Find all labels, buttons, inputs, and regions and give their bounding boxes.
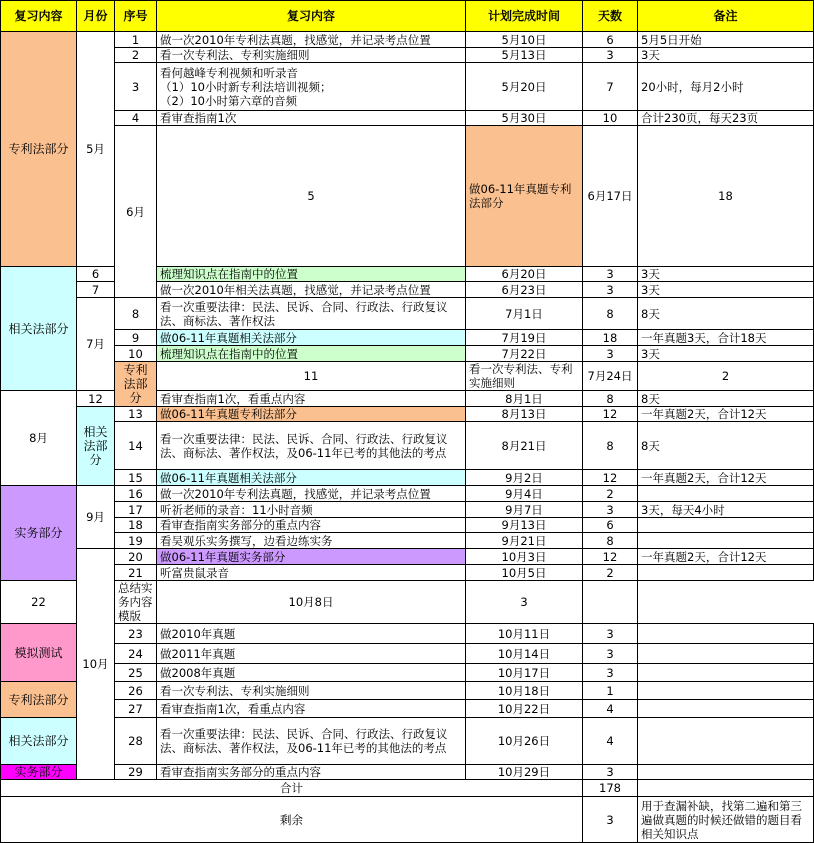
table-row [1,48,814,63]
table-row [1,581,814,624]
row-no: 13 [115,407,157,422]
header-month: 月份 [77,1,115,32]
row-note: 一年真题3天，合计18天 [638,330,814,346]
row-days: 1 [583,682,638,700]
header-no: 序号 [115,1,157,32]
row-no: 18 [115,518,157,533]
row-content: 做一次2010年相关法真题，找感觉，并记录考点位置 [157,282,466,298]
row-content: 做2010年真题 [157,624,466,644]
header-note: 备注 [638,1,814,32]
row-note: 一年真题2天，合计12天 [638,407,814,422]
row-days: 18 [638,126,814,267]
row-content: 做06-11年真题相关法部分 [157,470,466,486]
row-days: 8 [583,533,638,549]
row-content: 看审查指南实务部分的重点内容 [157,765,466,780]
table-row [1,407,814,422]
row-days: 2 [638,362,814,391]
row-date: 7月24日 [583,362,638,391]
header-row [1,1,814,32]
row-days: 12 [583,549,638,565]
row-days: 12 [583,407,638,422]
total-label: 合计 [1,780,583,797]
table-row [1,624,814,644]
row-date: 10月26日 [466,718,583,765]
total-days: 178 [583,780,638,797]
row-date: 10月5日 [466,565,583,581]
row-note: 3天 [638,48,814,63]
section-patent-3: 专利法部分 [1,682,77,718]
row-content: 看何越峰专利视频和听录音 （1）10小时新专利法培训视频； （2）10小时第六章的音频 [157,63,466,111]
header-content: 复习内容 [157,1,466,32]
row-content: 做2008年真题 [157,664,466,682]
table-row [1,470,814,486]
row-note: 3天 [638,282,814,298]
row-days: 18 [583,330,638,346]
row-date: 6月20日 [466,267,583,282]
row-days: 12 [583,470,638,486]
row-date: 10月22日 [466,700,583,718]
remaining-row [1,797,814,843]
table-row [1,565,814,581]
row-note [638,565,814,581]
row-days: 6 [583,518,638,533]
month-jun: 6月 [115,126,157,298]
row-content: 看审查指南1次，看重点内容 [157,391,466,407]
row-date: 9月21日 [466,533,583,549]
row-no: 25 [115,664,157,682]
section-related-3: 相关法部分 [1,718,77,765]
row-date: 9月13日 [466,518,583,533]
row-no: 1 [115,32,157,48]
table-row [1,346,814,362]
row-no: 5 [157,126,466,267]
row-content: 做2011年真题 [157,644,466,664]
row-days: 4 [583,718,638,765]
header-section: 复习内容 [1,1,77,32]
row-date: 10月29日 [466,765,583,780]
row-date: 10月3日 [466,549,583,565]
month-aug: 8月 [1,391,77,486]
row-no: 23 [115,624,157,644]
row-date: 6月17日 [583,126,638,267]
row-date: 8月13日 [466,407,583,422]
row-no: 24 [115,644,157,664]
row-days: 3 [583,502,638,518]
row-days: 8 [583,298,638,330]
row-days: 3 [583,624,638,644]
row-no: 8 [115,298,157,330]
row-date: 5月30日 [466,111,583,126]
row-note [583,581,638,624]
row-content: 总结实务内容模版 [115,581,157,624]
row-date: 10月17日 [466,664,583,682]
month-may: 5月 [77,32,115,267]
row-no: 11 [157,362,466,391]
header-date: 计划完成时间 [466,1,583,32]
row-date: 5月10日 [466,32,583,48]
row-note: 8天 [638,422,814,470]
row-date: 9月2日 [466,470,583,486]
row-content: 看一次专利法、专利实施细则 [466,362,583,391]
row-date: 5月13日 [466,48,583,63]
row-note [638,624,814,644]
row-date: 8月21日 [466,422,583,470]
row-content: 看一次重要法律：民法、民诉、合同、行政法、行政复议法、商标法、著作权法，及06-11年已考的其他法的考点 [157,718,466,765]
row-content: 听富贵鼠录音 [157,565,466,581]
row-note: 3天，每天4小时 [638,502,814,518]
row-days: 2 [583,486,638,502]
row-no: 16 [115,486,157,502]
row-note [638,700,814,718]
remaining-label: 剩余 [1,797,583,843]
table-row [1,330,814,346]
row-no: 4 [115,111,157,126]
row-no: 28 [115,718,157,765]
row-content: 看吴观乐实务撰写，边看边练实务 [157,533,466,549]
row-days: 3 [583,765,638,780]
row-no: 20 [115,549,157,565]
table-row [1,718,814,765]
table-row [1,502,814,518]
row-no: 9 [115,330,157,346]
row-no: 29 [115,765,157,780]
table-row [1,298,814,330]
row-days: 2 [583,565,638,581]
row-date: 9月7日 [466,502,583,518]
total-note [638,780,814,797]
row-content: 看审查指南1次，看重点内容 [157,700,466,718]
row-note: 20小时，每月2小时 [638,63,814,111]
row-content: 看一次专利法、专利实施细则 [157,682,466,700]
row-date: 10月11日 [466,624,583,644]
row-no: 21 [115,565,157,581]
section-mock-test: 模拟测试 [1,624,77,682]
table-row [1,644,814,664]
row-note: 8天 [638,391,814,407]
row-no: 12 [77,391,115,407]
row-content: 做06-11年真题相关法部分 [157,330,466,346]
row-days: 3 [466,581,583,624]
row-date: 5月20日 [466,63,583,111]
row-date: 10月18日 [466,682,583,700]
row-note [638,765,814,780]
section-practice-1: 实务部分 [1,486,77,581]
row-note [638,718,814,765]
table-row [1,32,814,48]
row-content: 做06-11年真题专利法部分 [157,407,466,422]
row-note [638,533,814,549]
row-date: 10月8日 [157,581,466,624]
row-days: 3 [583,48,638,63]
row-date: 6月23日 [466,282,583,298]
row-no: 19 [115,533,157,549]
row-note: 一年真题2天，合计12天 [638,470,814,486]
row-days: 3 [583,346,638,362]
remaining-days: 3 [583,797,638,843]
row-days: 3 [583,267,638,282]
row-days: 3 [583,644,638,664]
row-no: 14 [115,422,157,470]
row-date: 9月4日 [466,486,583,502]
row-content: 梳理知识点在指南中的位置 [157,346,466,362]
section-patent-2: 专利法部分 [115,362,157,407]
table-row [1,126,814,267]
row-no: 26 [115,682,157,700]
section-practice-2: 实务部分 [1,765,77,780]
row-note: 8天 [638,298,814,330]
row-note: 5月5日开始 [638,32,814,48]
row-days: 7 [583,63,638,111]
row-note: 合计230页，每天23页 [638,111,814,126]
row-days: 10 [583,111,638,126]
table-row [1,422,814,470]
row-no: 15 [115,470,157,486]
month-oct: 10月 [77,549,115,780]
section-patent-1: 专利法部分 [1,32,77,267]
row-days: 3 [583,664,638,682]
row-no: 10 [115,346,157,362]
row-date: 7月22日 [466,346,583,362]
row-content: 看一次重要法律：民法、民诉、合同、行政法、行政复议法、商标法、著作权法 [157,298,466,330]
table-row [1,664,814,682]
row-no: 22 [1,581,77,624]
header-days: 天数 [583,1,638,32]
row-days: 6 [583,32,638,48]
row-no: 27 [115,700,157,718]
row-note [638,664,814,682]
table-row [1,486,814,502]
row-note [638,518,814,533]
row-days: 8 [583,391,638,407]
row-no: 6 [77,267,115,282]
row-note: 3天 [638,346,814,362]
table-row [1,362,814,391]
row-no: 7 [77,282,115,298]
month-jul: 7月 [77,298,115,391]
row-date: 7月19日 [466,330,583,346]
table-row [1,700,814,718]
section-related-1: 相关法部分 [1,267,77,391]
row-date: 8月1日 [466,391,583,407]
row-content: 做06-11年真题专利法部分 [466,126,583,267]
month-sep: 9月 [77,486,115,549]
row-days: 4 [583,700,638,718]
table-row [1,518,814,533]
row-content: 做一次2010年专利法真题，找感觉，并记录考点位置 [157,486,466,502]
row-content: 看一次重要法律：民法、民诉、合同、行政法、行政复议法、商标法、著作权法，及06-11年已考的其他法的考点 [157,422,466,470]
row-content: 看审查指南1次 [157,111,466,126]
row-days: 3 [583,282,638,298]
table-row [1,549,814,565]
row-note: 3天 [638,267,814,282]
row-content: 听祈老师的录音：11小时音频 [157,502,466,518]
row-no: 17 [115,502,157,518]
table-row [1,765,814,780]
row-note [638,644,814,664]
row-date: 7月1日 [466,298,583,330]
remaining-note: 用于查漏补缺，找第二遍和第三遍做真题的时候还做错的题目看相关知识点 [638,797,814,843]
row-note [638,486,814,502]
row-content: 看审查指南实务部分的重点内容 [157,518,466,533]
table-row [1,111,814,126]
section-related-2: 相关法部分 [77,407,115,486]
row-no: 2 [115,48,157,63]
row-content: 做一次2010年专利法真题，找感觉，并记录考点位置 [157,32,466,48]
table-row [1,533,814,549]
row-no: 3 [115,63,157,111]
row-content: 看一次专利法、专利实施细则 [157,48,466,63]
row-content: 做06-11年真题实务部分 [157,549,466,565]
table-row [1,63,814,111]
row-date: 10月14日 [466,644,583,664]
row-content: 梳理知识点在指南中的位置 [157,267,466,282]
row-days: 8 [583,422,638,470]
total-row [1,780,814,797]
row-note: 一年真题2天，合计12天 [638,549,814,565]
